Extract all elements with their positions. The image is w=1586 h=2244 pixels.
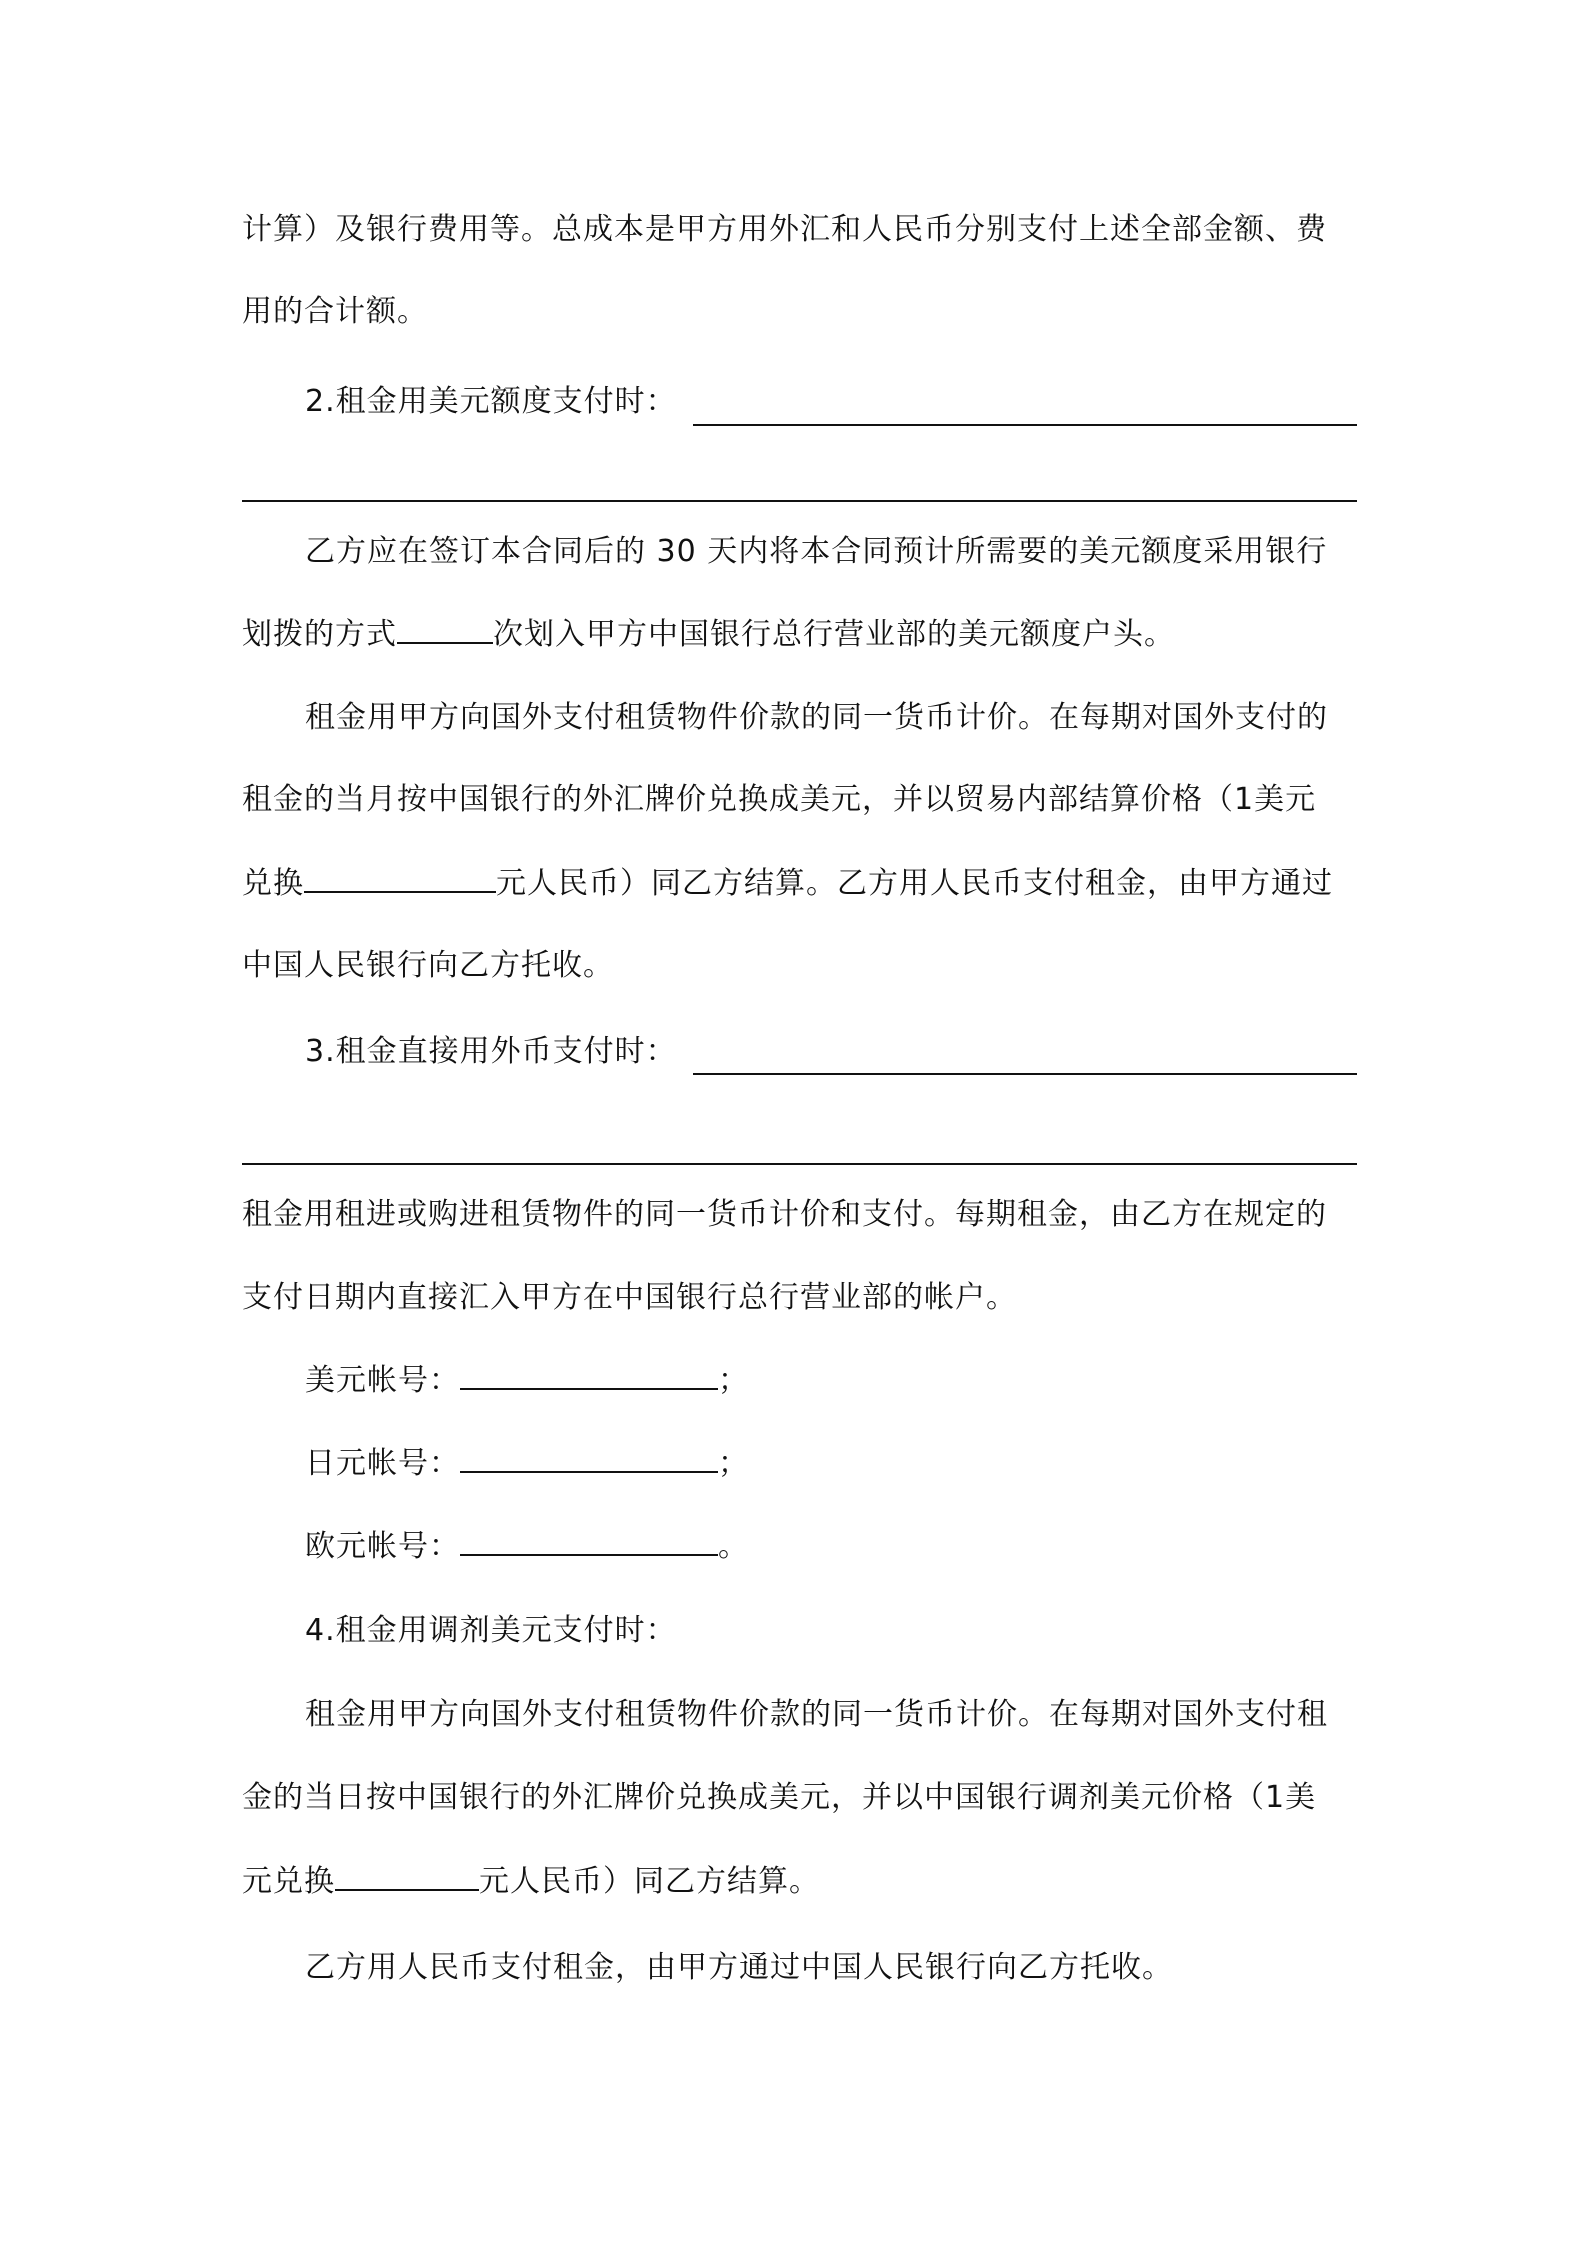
paragraph-1-line-1: 计算）及银行费用等。总成本是甲方用外汇和人民币分别支付上述全部金额、费	[242, 212, 1327, 247]
jpy-account-end: ；	[718, 1446, 749, 1481]
jpy-account-line	[305, 1441, 1357, 1486]
paragraph-3-text-b: 元人民币）同乙方结算。乙方用人民币支付租金，由甲方通过	[496, 866, 1333, 901]
section-2-heading	[305, 380, 1357, 424]
eur-account-blank	[460, 1524, 718, 1556]
paragraph-5-text-a: 元兑换	[242, 1864, 335, 1899]
usd-account-end: ；	[718, 1363, 749, 1398]
section-4-heading: 4.租金用调剂美元支付时：	[305, 1613, 677, 1648]
jpy-account-label: 日元帐号：	[305, 1446, 460, 1481]
usd-account-label: 美元帐号：	[305, 1363, 460, 1398]
exchange-rate-blank-1	[304, 861, 496, 893]
paragraph-3-line-2: 租金的当月按中国银行的外汇牌价兑换成美元，并以贸易内部结算价格（1美元	[242, 782, 1317, 817]
paragraph-2-line-1: 乙方应在签订本合同后的 30 天内将本合同预计所需要的美元额度采用银行	[305, 534, 1328, 569]
section-3-heading	[305, 1030, 1357, 1074]
paragraph-2-line-2	[242, 612, 1357, 657]
paragraph-3-text-a: 兑换	[242, 866, 304, 901]
paragraph-3-line-3	[242, 861, 1357, 906]
paragraph-1-line-2: 用的合计额。	[242, 294, 428, 329]
usd-account-line	[305, 1358, 1357, 1403]
eur-account-end: 。	[718, 1529, 749, 1564]
paragraph-5-line-3	[242, 1859, 1357, 1904]
section-3-heading-text: 3.租金直接用外币支付时：	[305, 1034, 677, 1069]
paragraph-2-text-a: 划拨的方式	[242, 617, 397, 652]
paragraph-3-line-4: 中国人民银行向乙方托收。	[242, 948, 614, 983]
paragraph-4-line-2: 支付日期内直接汇入甲方在中国银行总行营业部的帐户。	[242, 1280, 1017, 1315]
paragraph-3-line-1: 租金用甲方向国外支付租赁物件价款的同一货币计价。在每期对国外支付的	[305, 700, 1328, 735]
section-2-heading-text: 2.租金用美元额度支付时：	[305, 384, 677, 419]
eur-account-label: 欧元帐号：	[305, 1529, 460, 1564]
paragraph-5-text-b: 元人民币）同乙方结算。	[479, 1864, 820, 1899]
paragraph-4-line-1: 租金用租进或购进租赁物件的同一货币计价和支付。每期租金，由乙方在规定的	[242, 1197, 1327, 1232]
section-2-blank-line-2	[242, 500, 1357, 502]
section-3-blank-line-2	[242, 1163, 1357, 1165]
paragraph-6: 乙方用人民币支付租金，由甲方通过中国人民银行向乙方托收。	[305, 1950, 1173, 1985]
usd-account-blank	[460, 1358, 718, 1390]
transfer-count-blank	[397, 612, 493, 644]
paragraph-5-line-2: 金的当日按中国银行的外汇牌价兑换成美元，并以中国银行调剂美元价格（1美	[242, 1780, 1317, 1815]
section-3-blank-line-1	[693, 1073, 1357, 1075]
paragraph-5-line-1: 租金用甲方向国外支付租赁物件价款的同一货币计价。在每期对国外支付租	[305, 1697, 1328, 1732]
section-2-blank-line-1	[693, 424, 1357, 426]
eur-account-line	[305, 1524, 1357, 1569]
jpy-account-blank	[460, 1441, 718, 1473]
exchange-rate-blank-2	[335, 1859, 479, 1891]
paragraph-2-text-b: 次划入甲方中国银行总行营业部的美元额度户头。	[493, 617, 1175, 652]
